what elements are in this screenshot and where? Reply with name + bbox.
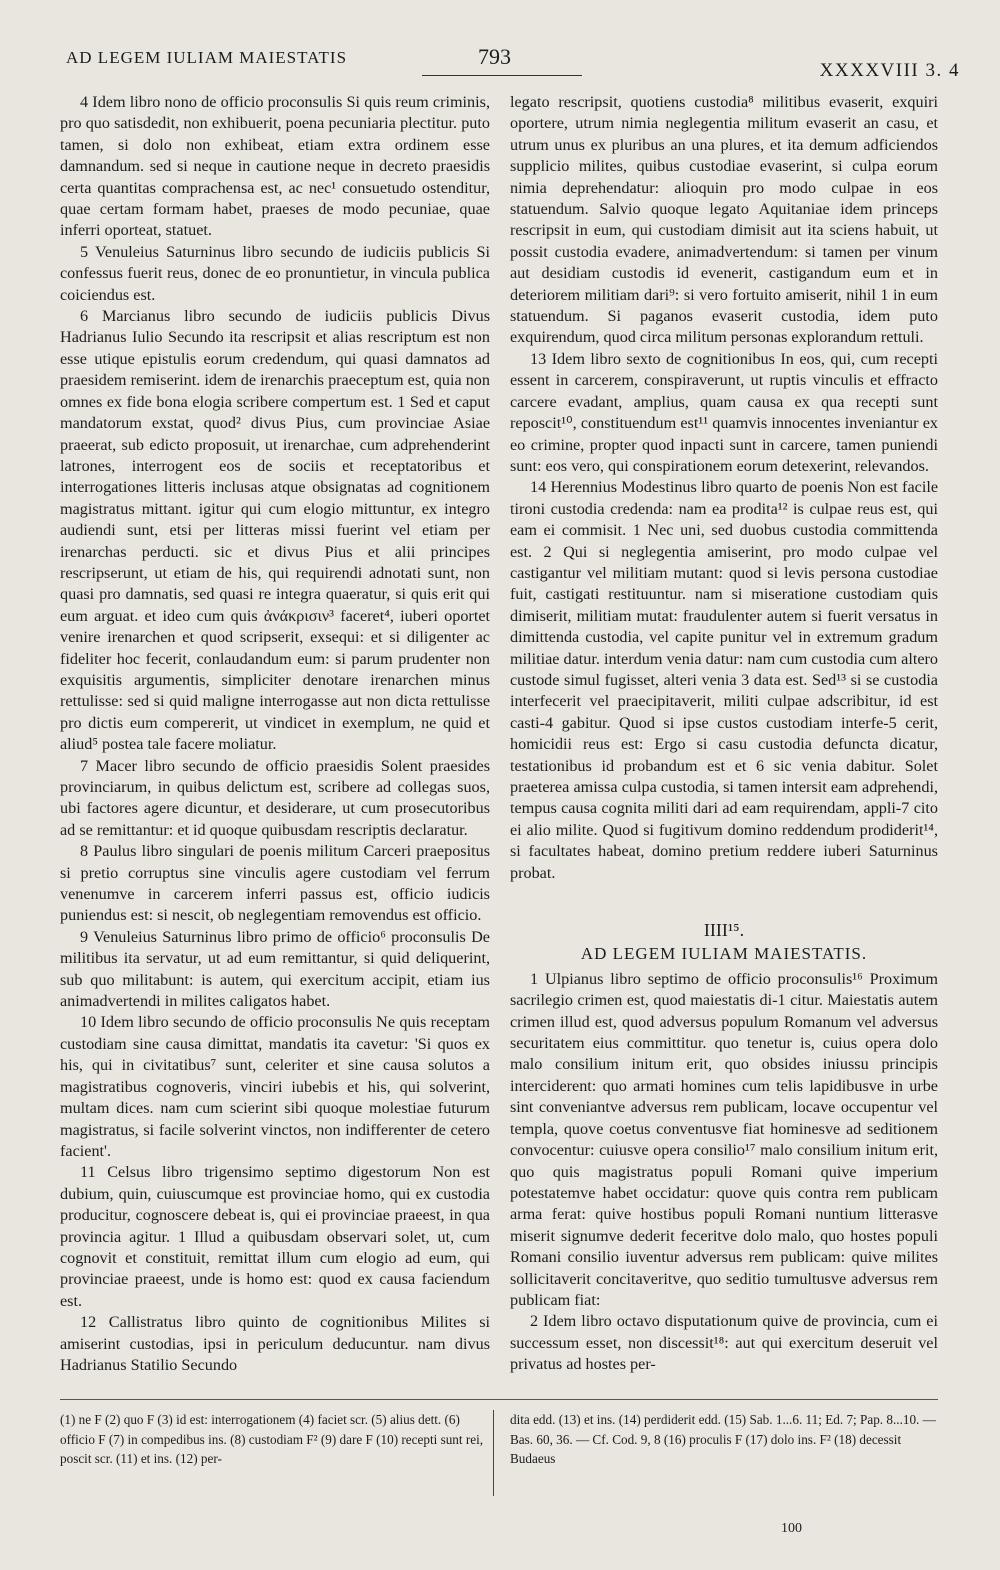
signature-mark: 100 <box>781 1521 802 1536</box>
footnotes-right: dita edd. (13) et ins. (14) perdiderit edd. (15) Sab. 1...6. 11; Ed. 7; Pap. 8...10. — Bas. 60, 36. — Cf. Cod. 9, 8 (16) proculis F (17) dolo ins. F² (18) decessit Budaeus <box>510 1412 936 1466</box>
paragraph: legato rescripsit, quotiens custodia⁸ militibus evaserit, exquiri oportere, utrum nimia neglegentia militum evaserit an casu, et utrum unus ex pluribus an una plures, et ita demum adficiendos supplicio milites, quibus custodiae evaserint, si culpa eorum nimia deprehendatur: alioquin pro modo culpae in eos statuendum. Salvio quoque legato Aquitaniae idem princeps rescripsit in eum, qui custodiam dimisit aut ita sciens habuit, ut possit custodia evadere, animadvertendum: si tamen per vinum aut desidiam custodis id evenerit, castigandum eum et in deteriorem militiam dari⁹: si vero fortuito amiserit, nihil 1 in eum statuendum. Si paganos evaserit custodia, idem puto exquirendum, quod circa militum personas explorandum rettuli. <box>510 93 938 347</box>
paragraph: 9 Venuleius Saturninus libro primo de officio⁶ proconsulis De militibus ita servatur, ut ad eum remittantur, si quid deliquerint, sub quo militabunt: is autem, qui exercitum accipit, etiam ius animadvertendi in milites caligatos habet. <box>60 927 490 1011</box>
page-number: 793 <box>478 44 511 69</box>
running-head-right: XXXXVIII 3. 4 <box>819 60 960 81</box>
paragraph: 8 Paulus libro singulari de poenis militum Carceri praepositus si pretio corruptus sine vinculis agere custodiam vel ferrum venenumve in carcerem inferri passus est, officio iudicis puniendus est: si nescit, ob neglegentiam removendus est officio. <box>60 842 490 925</box>
paragraph: 14 Herennius Modestinus libro quarto de poenis Non est facile tironi custodia credenda: nam ea prodita¹² is culpae reus est, qui eam ei commisit. 1 Nec uni, sed duobus custodia committenda est. 2 Qui si neglegentia amiserint, pro modo culpae vel castigantur vel militiam mutant: quod si levis persona custodiae fuit, castigati restituuntur. nam si miseratione custodiam quis dimiserit, militiam mutat: fraudulenter autem si fuerit versatus in dimittenda custodia, vel capite punitur vel in extremum gradum militiae datur. interdum venia datur: nam cum custodia cum altero custode simul fugisset, alteri venia 3 data est. Sed¹³ si se custodia interfecerit vel praecipitaverit, militi culpae adscribitur, id est casti-4 gabitur. Quod si ipse custos custodiam interfe-5 cerit, homicidii reus est: Ergo si casu custodia defuncta dicatur, testationibus id probandum est et 6 sic venia dabitur. Solet praeterea amissa culpa custodia, si tamen intersit eam adprehendi, tempus causa cognita militi dari ad eam requirendam, appli-7 cito ei alio milite. Quod si fugitivum domino reddendum prodiderit¹⁴, si facultates habeat, domino pretium reddere iuberi Saturninus probat. <box>510 478 938 882</box>
running-head-left: AD LEGEM IULIAM MAIESTATIS <box>66 48 348 67</box>
paragraph: 12 Callistratus libro quinto de cognitionibus Milites si amiserint custodias, ipsi in periculum deducuntur. nam divus Hadrianus Statilio Secundo <box>60 1313 490 1374</box>
paragraph: 6 Marcianus libro secundo de iudiciis publicis Divus Hadrianus Iulio Secundo ita rescripsit et alias rescriptum est non esse utique epistulis eorum credendum, qui quasi damnatos ad praesidem remiserint. idem de irenarchis praeceptum est, quia non omnes ex fide bona elogia scribere compertum est. 1 Sed et caput mandatorum exstat, quod² divus Pius, cum provinciae Asiae praeerat, sub edicto proposuit, ut irenarchae, cum adprehenderint latrones, interrogent eos de sociis et receptatoribus et interrogationes litteris inclusas atque obsignatas ad cognitionem magistratus mittant. igitur qui cum elogio mittuntur, ex integro audiendi sunt, etsi per litteras missi fuerint vel etiam per irenarchas perducti. sic et divus Pius et alii principes rescripserunt, ut etiam de his, qui requirendi adnotati sunt, non quasi pro damnatis, sed quasi re integra quaeratur, si quis erit qui eum arguat. et ideo cum quis ἀνάκρισιν³ faceret⁴, iuberi oportet venire irenarchen et quod scripserit, exsequi: et si diligenter ac fideliter hoc fecerit, conlaudandum eum: si parum prudenter non exquisitis argumentis, simpliciter denotare irenarchen minus rettulisse: sed si quid maligne interrogasse aut non dicta rettulisse pro dictis eum compererit, ut vindicet in exemplum, ne quid et aliud⁵ postea tale facere moliatur. <box>60 307 490 754</box>
paragraph: 5 Venuleius Saturninus libro secundo de iudiciis publicis Si confessus fuerit reus, donec de eo pronuntietur, in vincula publica coiciendus est. <box>60 242 490 304</box>
paragraph: 13 Idem libro sexto de cognitionibus In eos, qui, cum recepti essent in carcerem, conspiraverunt, ut ruptis vinculis et effracto carcere evadant, amplius, quam causa ex qua recepti sunt reposcit¹⁰, constituendum est¹¹ quamvis innocentes inveniantur ex eo crimine, propter quod inpacti sunt in carcere, tamen puniendi sunt: eos vero, qui conspirationem eorum detexerint, relevandos. <box>510 349 938 475</box>
footnote-rule <box>60 1399 938 1400</box>
paragraph: 2 Idem libro octavo disputationum quive de provincia, cum ei successum esset, non discessit¹⁸: aut qui exercitum deseruit vel privatus ad hostes per- <box>510 1312 938 1374</box>
footnotes-left: (1) ne F (2) quo F (3) id est: interrogationem (4) faciet scr. (5) alius dett. (6) officio F (7) in compedibus ins. (8) custodiam F² (9) dare F (10) recepti sunt rei, poscit scr. (11) et ins. (12) per- <box>60 1412 484 1466</box>
header-rule <box>422 75 582 76</box>
paragraph: 7 Macer libro secundo de officio praesidis Solent praesides provinciarum, in quibus delictum est, scribere ad collegas suos, ubi factores agere dicuntur, et desiderare, ut cum prosecutoribus ad se remittantur: et id quoque quibusdam rescriptis declaratur. <box>60 756 490 839</box>
right-column <box>510 92 938 1392</box>
section-number: IIII¹⁵. <box>703 920 745 941</box>
section-title: AD LEGEM IULIAM MAIESTATIS. <box>580 944 868 964</box>
left-column <box>60 92 490 1392</box>
paragraph: 1 Ulpianus libro septimo de officio proconsulis¹⁶ Proximum sacrilegio crimen est, quod maiestatis di-1 citur. Maiestatis autem crimen illud est, quod adversus populum Romanum vel adversus securitatem eius committitur. quo tenetur is, cuius opera dolo malo consilium initum erit, quo obsides iniussu principis interciderent: quo armati homines cum telis lapidibusve in urbe sint conveniantve adversus rem publicam, locave occupentur vel templa, quove coetus conventusve fiat hominesve ad seditionem convocentur: cuiusve opera consilio¹⁷ malo consilium initum erit, quo quis magistratus populi Romani quive imperium potestatemve habet occidatur: quove quis contra rem publicam arma ferat: quive hostibus populi Romani nuntium litterasve miserit signumve dederit feceritve dolo malo, quo hostes populi Romani consilio iuventur adversus rem publicam: quive milites sollicitaverit concitaveritve, quo seditio tumultusve adversus rem publicam fiat: <box>510 969 938 1309</box>
paragraph: 10 Idem libro secundo de officio proconsulis Ne quis receptam custodiam sine causa dimittat, mandatis ita cavetur: 'Si quos ex his, qui in civitatibus⁷ sunt, celeriter et sine causa solutos a magistratibus cognoveris, vinciri iubebis et his, qui solverint, multam dices. nam cum scierint sibi quoque molestiae futurum magistratus, si facile solverint vinctos, non indifferenter de cetero facient'. <box>60 1013 490 1160</box>
footnote-divider <box>493 1410 494 1496</box>
paragraph: 11 Celsus libro trigensimo septimo digestorum Non est dubium, quin, cuiuscumque est provinciae homo, qui ex custodia producitur, cognoscere debeat is, qui ei provinciae praeest, in qua provincia agitur. 1 Illud a quibusdam observari solet, ut, cum cognovit et constituit, remittat illum cum elogio ad eum, qui provinciae praeest, unde is homo est: quod ex causa faciendum est. <box>60 1163 490 1310</box>
paragraph: 4 Idem libro nono de officio proconsulis Si quis reum criminis, pro quo satisdedit, non exhibuerit, poena pecuniaria plectitur. puto tamen, si dolo non exhibeat, etiam extra ordinem esse damnandum. sed si neque in cautione neque in decreto praesidis certa quantitas comprachensa est, ac nec¹ consuetudo ostenditur, quae certam formam habet, praeses de modo pecuniae, quae inferri oporteat, statuet. <box>60 93 490 240</box>
